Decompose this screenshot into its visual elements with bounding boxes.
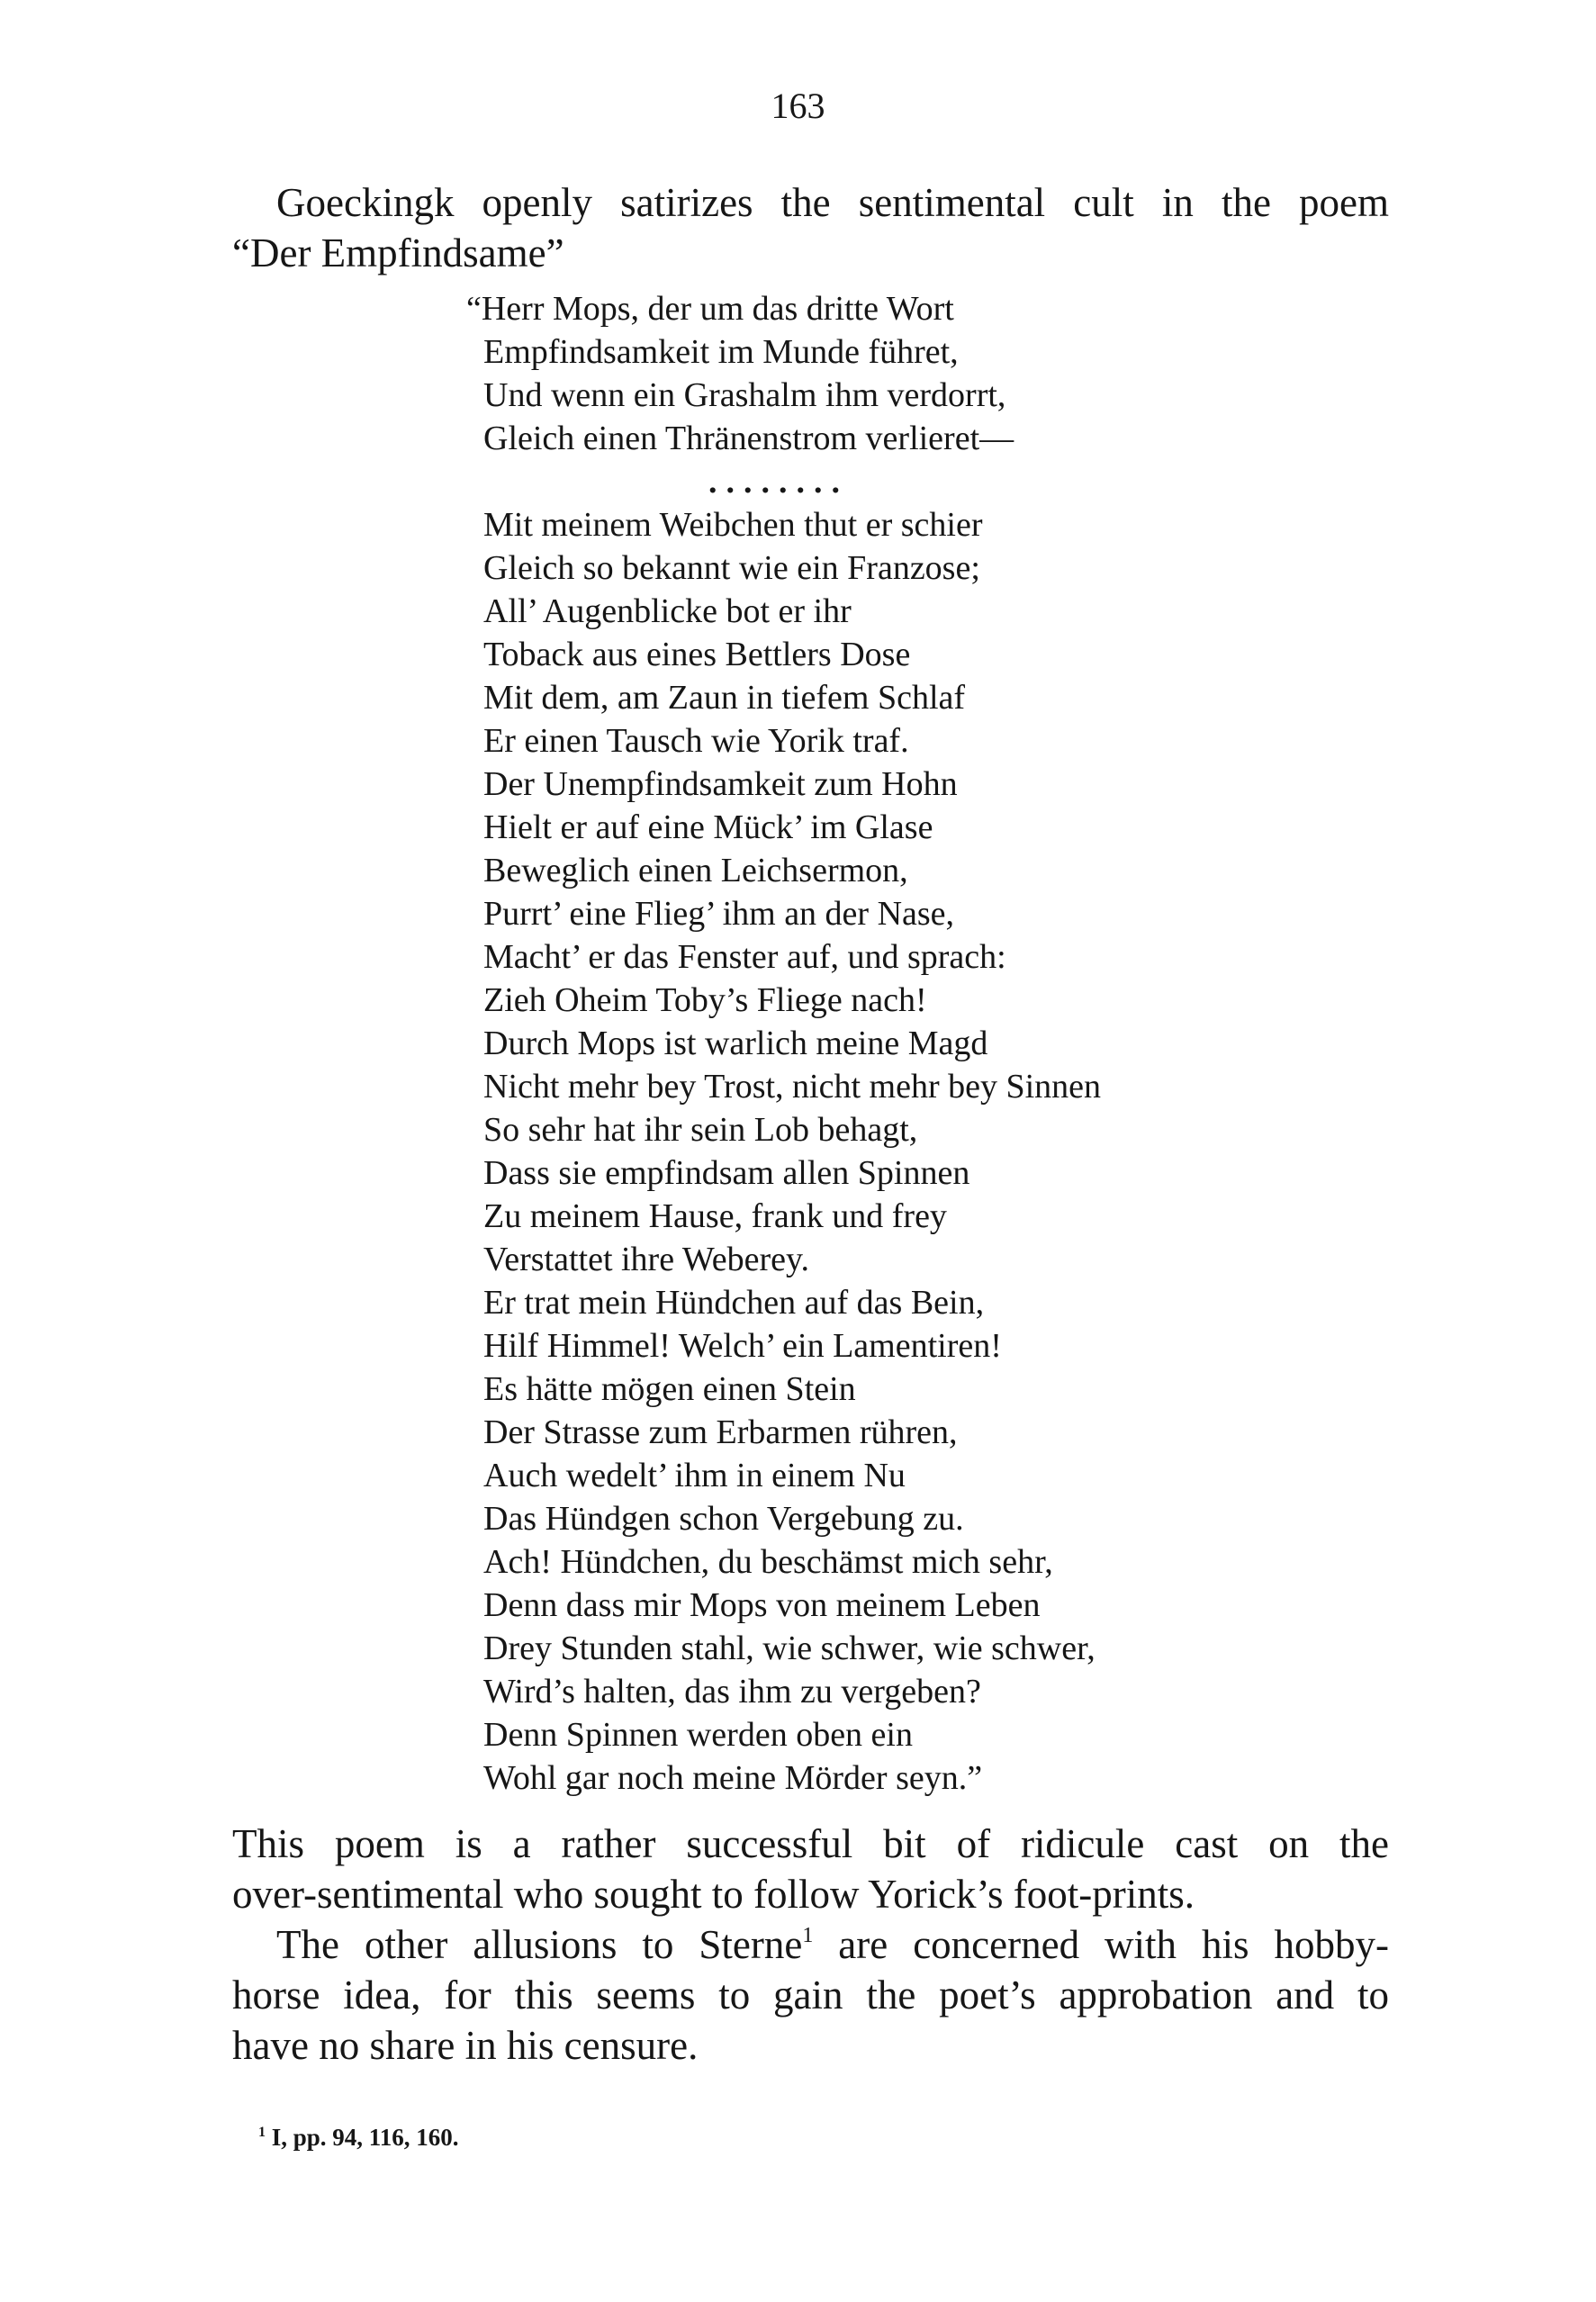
- poem-line: Verstattet ihre Weberey.: [483, 1241, 810, 1278]
- poem-line: Beweglich einen Leichsermon,: [483, 852, 908, 889]
- poem-line: Durch Mops ist warlich meine Magd: [483, 1025, 988, 1062]
- poem-line: Der Unempfindsamkeit zum Hohn: [483, 765, 958, 803]
- poem-line: Purrt’ eine Flieg’ ihm an der Nase,: [483, 895, 955, 933]
- poem-line: Hilf Himmel! Welch’ ein Lamentiren!: [483, 1327, 1002, 1365]
- poem-line: Denn Spinnen werden oben ein: [483, 1716, 913, 1754]
- poem-line: Zieh Oheim Toby’s Fliege nach!: [483, 981, 927, 1019]
- ellipsis-line: ........: [708, 463, 849, 501]
- text: The other allusions to Sterne: [276, 1922, 803, 1967]
- poem-line: Toback aus eines Bettlers Dose: [483, 636, 911, 673]
- text: are concerned with his hobby-: [813, 1922, 1390, 1967]
- intro-line: Goeckingk openly satirizes the sentimental cult in the poem: [276, 180, 1389, 225]
- poem-line: Wohl gar noch meine Mörder seyn.”: [483, 1759, 983, 1797]
- poem-line: Hielt er auf eine Mück’ im Glase: [483, 808, 933, 846]
- poem-line: Wird’s halten, das ihm zu vergeben?: [483, 1673, 981, 1711]
- poem-line: Drey Stunden stahl, wie schwer, wie schwer,: [483, 1629, 1096, 1667]
- closing-line: have no share in his censure.: [232, 2023, 699, 2068]
- intro-line: “Der Empfindsame”: [232, 230, 564, 275]
- poem-line: Der Strasse zum Erbarmen rühren,: [483, 1413, 958, 1451]
- poem-line: Er einen Tausch wie Yorik traf.: [483, 722, 909, 760]
- footnote-reference: 1: [802, 1924, 814, 1947]
- poem-line: Nicht mehr bey Trost, nicht mehr bey Sinnen: [483, 1068, 1102, 1106]
- poem-line: Ach! Hündchen, du beschämst mich sehr,: [483, 1543, 1053, 1581]
- poem-line: “Herr Mops, der um das dritte Wort: [466, 290, 954, 328]
- closing-line: over-sentimental who sought to follow Yorick’s foot-prints.: [232, 1872, 1195, 1917]
- poem-line: Es hätte mögen einen Stein: [483, 1370, 856, 1408]
- poem-line: Auch wedelt’ ihm in einem Nu: [483, 1457, 906, 1494]
- poem-line: Denn dass mir Mops von meinem Leben: [483, 1586, 1041, 1624]
- poem-line: Und wenn ein Grashalm ihm verdorrt,: [483, 376, 1006, 414]
- page-number: 163: [771, 86, 825, 126]
- poem-quotation: [466, 287, 1102, 1800]
- poem-line: Dass sie empfindsam allen Spinnen: [483, 1154, 970, 1192]
- poem-line: Empfindsamkeit im Munde führet,: [483, 333, 959, 371]
- footnote: [258, 2121, 459, 2153]
- closing-line: This poem is a rather successful bit of ridicule cast on the: [232, 1821, 1389, 1866]
- poem-line: Zu meinem Hause, frank und frey: [483, 1197, 947, 1235]
- closing-line-with-footnote-ref: [232, 1919, 1389, 1970]
- poem-line: Das Hündgen schon Vergebung zu.: [483, 1500, 964, 1538]
- intro-paragraph: [232, 177, 1389, 278]
- footnote-marker: 1: [258, 2125, 266, 2140]
- closing-line: horse idea, for this seems to gain the poet’s approbation and to: [232, 1972, 1389, 2018]
- footnote-text: I, pp. 94, 116, 160.: [266, 2124, 459, 2151]
- poem-line: Gleich einen Thränenstrom verlieret—: [483, 420, 1014, 457]
- poem-line: So sehr hat ihr sein Lob behagt,: [483, 1111, 918, 1149]
- poem-line: Mit dem, am Zaun in tiefem Schlaf: [483, 679, 966, 717]
- poem-line: Macht’ er das Fenster auf, und sprach:: [483, 938, 1006, 976]
- poem-line: All’ Augenblicke bot er ihr: [483, 592, 852, 630]
- closing-paragraphs: [232, 1819, 1389, 2071]
- poem-line: Er trat mein Hündchen auf das Bein,: [483, 1284, 985, 1322]
- poem-line: Gleich so bekannt wie ein Franzose;: [483, 549, 980, 587]
- poem-line: Mit meinem Weibchen thut er schier: [483, 506, 983, 544]
